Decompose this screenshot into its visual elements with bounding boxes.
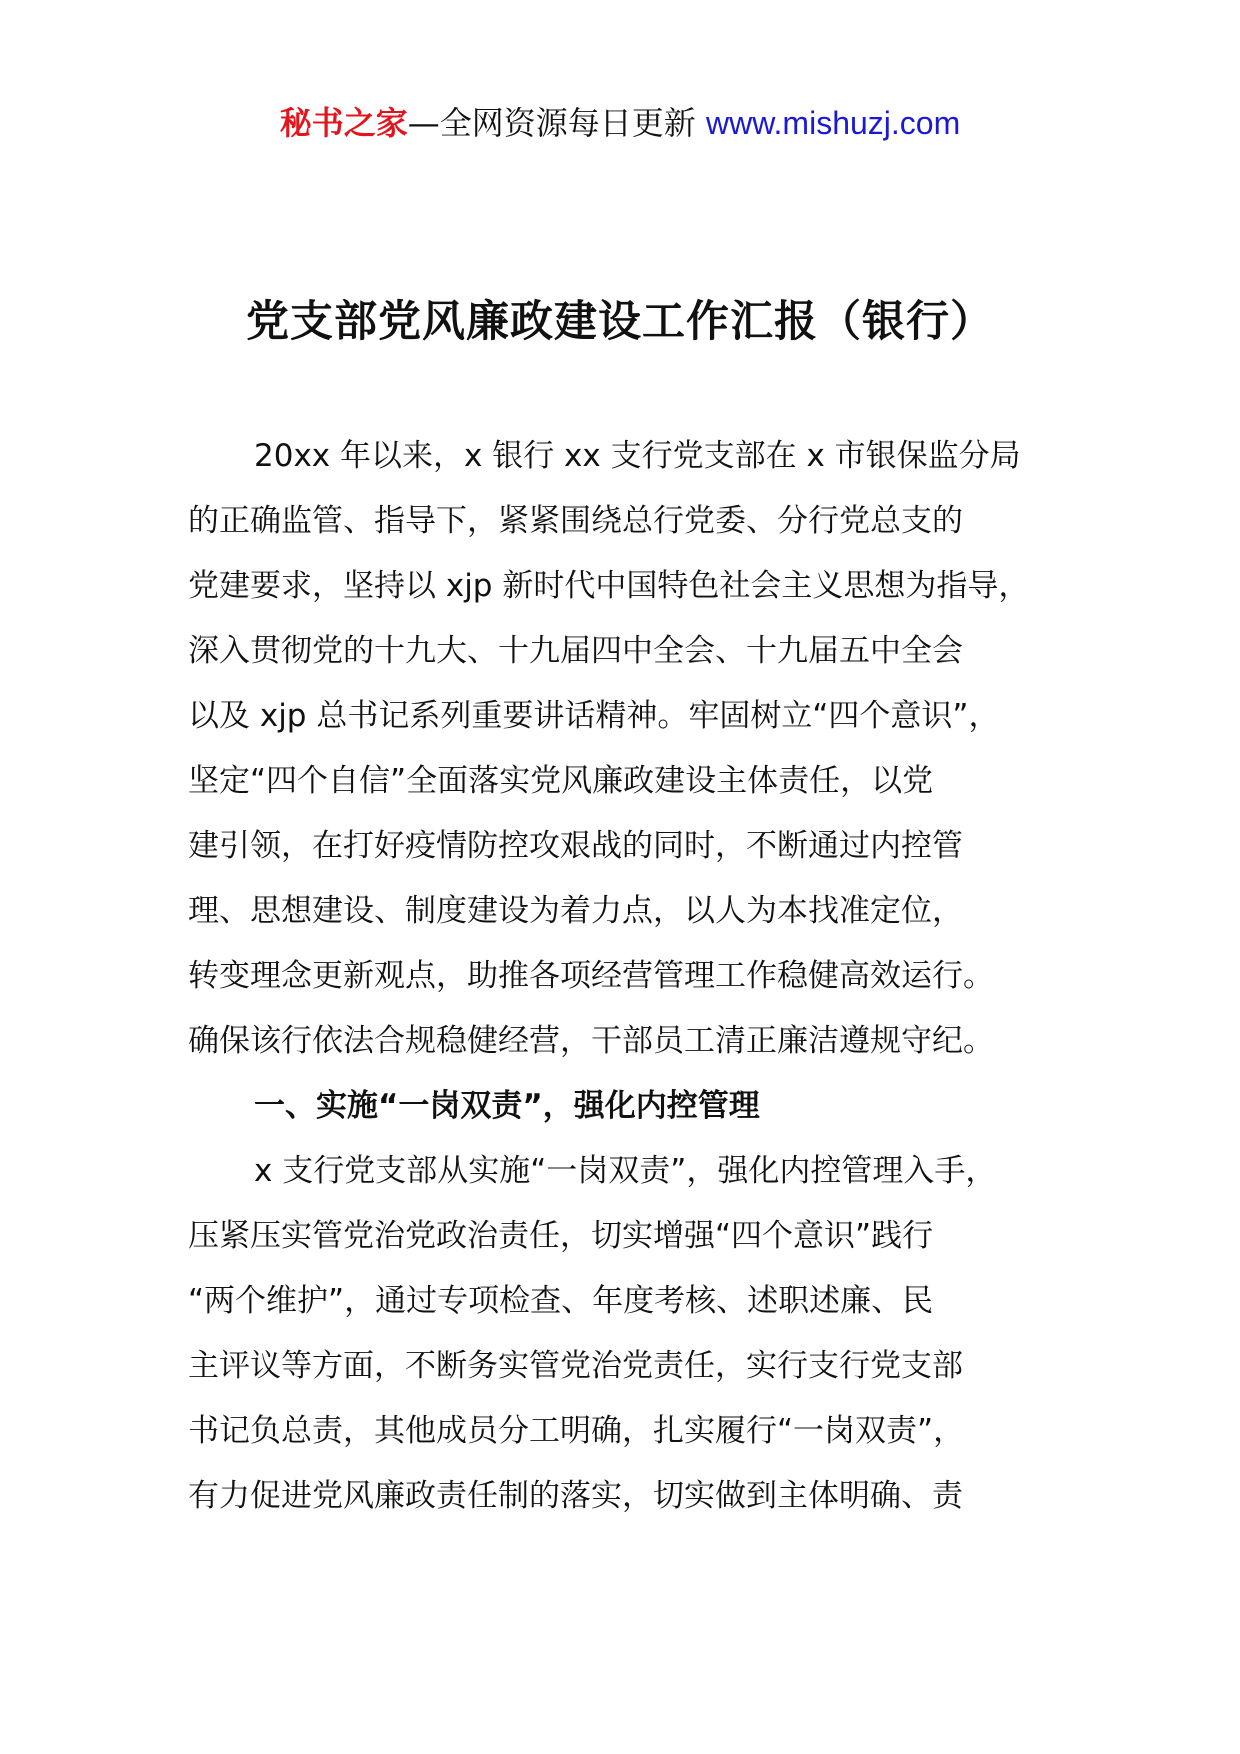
paragraph-line: 建引领，在打好疫情防控攻艰战的同时，不断通过内控管 [188,828,963,864]
paragraph-line: 以及 xjp 总书记系列重要讲话精神。牢固树立“四个意识”， [188,698,1000,734]
paragraph-line: 20xx 年以来，x 银行 xx 支行党支部在 x 市银保监分局 [254,438,1021,474]
section-heading: 一、实施“一岗双责”，强化内控管理 [254,1088,760,1124]
paragraph-line: 主评议等方面，不断务实管党治党责任，实行支行党支部 [188,1348,963,1384]
site-banner [0,100,1240,146]
paragraph-line: 书记负总责，其他成员分工明确，扎实履行“一岗双责”， [188,1413,965,1449]
document-body [188,424,1088,1529]
paragraph-line: 的正确监管、指导下，紧紧围绕总行党委、分行党总支的 [188,503,963,539]
paragraph-line: 转变理念更新观点，助推各项经营管理工作稳健高效运行。 [188,958,994,994]
paragraph-line: 有力促进党风廉政责任制的落实，切实做到主体明确、责 [188,1478,963,1514]
paragraph-line: 确保该行依法合规稳健经营，干部员工清正廉洁遵规守纪。 [188,1023,994,1059]
document-title: 党支部党风廉政建设工作汇报（银行） [246,297,994,347]
paragraph-line: x 支行党支部从实施“一岗双责”，强化内控管理入手， [254,1153,997,1189]
paragraph-line: 党建要求，坚持以 xjp 新时代中国特色社会主义思想为指导， [188,568,1030,604]
paragraph-line: 深入贯彻党的十九大、十九届四中全会、十九届五中全会 [188,633,963,669]
paragraph-line: 理、思想建设、制度建设为着力点，以人为本找准定位， [188,893,963,929]
site-url-link[interactable]: www.mishuzj.com [705,105,961,141]
paragraph-line: 坚定“四个自信”全面落实党风廉政建设主体责任，以党 [188,763,934,799]
paragraph-line: 压紧压实管党治党政治责任，切实增强“四个意识”践行 [188,1218,934,1254]
site-brand-name: 秘书之家 [279,104,408,142]
paragraph-line: “两个维护”，通过专项检查、年度考核、述职述廉、民 [188,1283,934,1319]
site-tagline: —全网资源每日更新 [407,104,706,142]
